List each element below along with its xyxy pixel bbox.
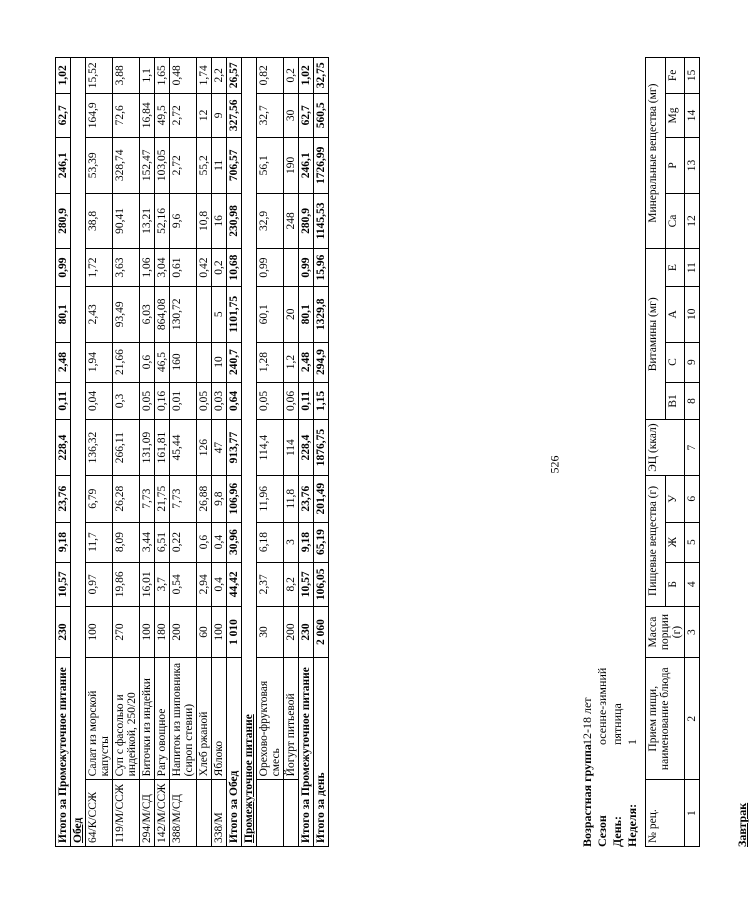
value-cell: 60,1 bbox=[257, 286, 284, 342]
value-cell: 161,81 bbox=[155, 420, 170, 476]
value-cell: 100 bbox=[140, 606, 155, 657]
value-cell: 32,75 bbox=[314, 58, 329, 94]
column-number: 14 bbox=[685, 93, 700, 137]
recipe-code: 119/М/ССЖ bbox=[113, 780, 140, 847]
value-cell: 30 bbox=[284, 93, 299, 137]
dish-name: Орехово-фруктовая смесь bbox=[257, 658, 284, 780]
table-row bbox=[212, 58, 227, 847]
total-row bbox=[314, 58, 329, 847]
value-cell: 131,09 bbox=[140, 420, 155, 476]
value-cell: 26,88 bbox=[197, 475, 212, 522]
section-prom bbox=[242, 58, 257, 847]
column-number: 1 bbox=[685, 780, 700, 847]
value-cell: 0,11 bbox=[56, 382, 71, 420]
value-cell: 0,22 bbox=[170, 522, 197, 562]
hdr-e: Е bbox=[665, 249, 685, 287]
table-row bbox=[155, 58, 170, 847]
value-cell: 327,56 bbox=[227, 93, 242, 137]
hdr-meal: Прием пищи, наименование блюда bbox=[646, 658, 685, 780]
value-cell: 864,08 bbox=[155, 286, 170, 342]
value-cell: 21,75 bbox=[155, 475, 170, 522]
value-cell: 3,63 bbox=[113, 249, 140, 287]
value-cell: 0,05 bbox=[257, 382, 284, 420]
value-cell: 1876,75 bbox=[314, 420, 329, 476]
column-number: 13 bbox=[685, 138, 700, 194]
value-cell: 136,32 bbox=[86, 420, 113, 476]
value-cell: 152,47 bbox=[140, 138, 155, 194]
value-cell: 10,57 bbox=[56, 562, 71, 606]
value-cell: 65,19 bbox=[314, 522, 329, 562]
value-cell: 80,1 bbox=[56, 286, 71, 342]
hdr-p: Р bbox=[665, 138, 685, 194]
value-cell: 2,43 bbox=[86, 286, 113, 342]
value-cell: 53,39 bbox=[86, 138, 113, 194]
column-number: 7 bbox=[685, 420, 700, 476]
value-cell: 15,96 bbox=[314, 249, 329, 287]
nutrition-table bbox=[55, 57, 329, 847]
recipe-code bbox=[284, 780, 299, 847]
value-cell: 6,79 bbox=[86, 475, 113, 522]
hdr-nutrients: Пищевые вещества (г) bbox=[646, 475, 666, 606]
value-cell: 3,7 bbox=[155, 562, 170, 606]
value-cell: 0,99 bbox=[299, 249, 314, 287]
value-cell: 52,16 bbox=[155, 193, 170, 249]
value-cell: 0,64 bbox=[227, 382, 242, 420]
column-number: 12 bbox=[685, 193, 700, 249]
column-number: 15 bbox=[685, 58, 700, 94]
recipe-code bbox=[257, 780, 284, 847]
value-cell: 100 bbox=[212, 606, 227, 657]
column-number: 6 bbox=[685, 475, 700, 522]
value-cell: 0,2 bbox=[212, 249, 227, 287]
dish-name: Салат из морской капусты bbox=[86, 658, 113, 780]
recipe-code: 142/М/ССЖ bbox=[155, 780, 170, 847]
value-cell: 13,21 bbox=[140, 193, 155, 249]
hdr-ec: ЭЦ (ккал) bbox=[646, 420, 685, 476]
age-group-line: Возрастная группа12-18 лет bbox=[580, 697, 594, 847]
value-cell: 1101,75 bbox=[227, 286, 242, 342]
value-cell: 21,66 bbox=[113, 342, 140, 382]
value-cell: 38,8 bbox=[86, 193, 113, 249]
value-cell: 19,86 bbox=[113, 562, 140, 606]
section-title: Обед bbox=[71, 58, 86, 847]
value-cell: 2,72 bbox=[170, 93, 197, 137]
value-cell: 3,88 bbox=[113, 58, 140, 94]
value-cell: 126 bbox=[197, 420, 212, 476]
value-cell: 0,97 bbox=[86, 562, 113, 606]
value-cell: 16 bbox=[212, 193, 227, 249]
value-cell: 0,01 bbox=[170, 382, 197, 420]
value-cell: 8,2 bbox=[284, 562, 299, 606]
value-cell: 230 bbox=[56, 606, 71, 657]
value-cell: 7,73 bbox=[140, 475, 155, 522]
hdr-b: Б bbox=[665, 562, 685, 606]
value-cell: 913,77 bbox=[227, 420, 242, 476]
value-cell: 1145,53 bbox=[314, 193, 329, 249]
value-cell: 7,73 bbox=[170, 475, 197, 522]
value-cell: 0,3 bbox=[113, 382, 140, 420]
meta-block bbox=[580, 527, 640, 847]
page-number: 526 bbox=[547, 455, 562, 474]
value-cell bbox=[197, 342, 212, 382]
value-cell: 270 bbox=[113, 606, 140, 657]
value-cell: 0,04 bbox=[86, 382, 113, 420]
value-cell: 1,72 bbox=[86, 249, 113, 287]
value-cell: 0,82 bbox=[257, 58, 284, 94]
table-row bbox=[140, 58, 155, 847]
value-cell: 3 bbox=[284, 522, 299, 562]
value-cell: 1,94 bbox=[86, 342, 113, 382]
value-cell: 10,57 bbox=[299, 562, 314, 606]
value-cell: 11,8 bbox=[284, 475, 299, 522]
value-cell: 12 bbox=[197, 93, 212, 137]
value-cell: 15,52 bbox=[86, 58, 113, 94]
value-cell: 1,65 bbox=[155, 58, 170, 94]
value-cell: 0,06 bbox=[284, 382, 299, 420]
value-cell: 2,2 bbox=[212, 58, 227, 94]
value-cell: 200 bbox=[170, 606, 197, 657]
value-cell bbox=[284, 249, 299, 287]
value-cell: 228,4 bbox=[56, 420, 71, 476]
week-line: Неделя:1 bbox=[625, 739, 639, 847]
total-row bbox=[299, 58, 314, 847]
value-cell: 228,4 bbox=[299, 420, 314, 476]
total-row bbox=[56, 58, 71, 847]
table-row bbox=[113, 58, 140, 847]
value-cell: 103,05 bbox=[155, 138, 170, 194]
value-cell: 0,05 bbox=[140, 382, 155, 420]
hdr-a: А bbox=[665, 287, 685, 343]
value-cell: 23,76 bbox=[56, 475, 71, 522]
value-cell bbox=[197, 286, 212, 342]
value-cell: 294,9 bbox=[314, 342, 329, 382]
day-line: День:пятница bbox=[610, 703, 624, 847]
value-cell: 3,44 bbox=[140, 522, 155, 562]
recipe-code: 338/М bbox=[212, 780, 227, 847]
value-cell: 0,11 bbox=[299, 382, 314, 420]
value-cell: 0,4 bbox=[212, 522, 227, 562]
value-cell: 0,05 bbox=[197, 382, 212, 420]
value-cell: 0,16 bbox=[155, 382, 170, 420]
hdr-u: У bbox=[665, 475, 685, 522]
value-cell: 1,02 bbox=[299, 58, 314, 94]
value-cell: 0,2 bbox=[284, 58, 299, 94]
hdr-zh: Ж bbox=[665, 522, 685, 562]
value-cell: 30,96 bbox=[227, 522, 242, 562]
value-cell: 0,61 bbox=[170, 249, 197, 287]
value-cell: 45,44 bbox=[170, 420, 197, 476]
value-cell: 0,99 bbox=[257, 249, 284, 287]
value-cell: 60 bbox=[197, 606, 212, 657]
value-cell: 164,9 bbox=[86, 93, 113, 137]
value-cell: 47 bbox=[212, 420, 227, 476]
value-cell: 0,6 bbox=[197, 522, 212, 562]
value-cell: 0,48 bbox=[170, 58, 197, 94]
value-cell: 62,7 bbox=[56, 93, 71, 137]
value-cell: 240,7 bbox=[227, 342, 242, 382]
column-number: 5 bbox=[685, 522, 700, 562]
hdr-num: № рец. bbox=[646, 780, 685, 847]
value-cell: 32,9 bbox=[257, 193, 284, 249]
value-cell: 160 bbox=[170, 342, 197, 382]
value-cell: 114,4 bbox=[257, 420, 284, 476]
hdr-c: С bbox=[665, 342, 685, 382]
hdr-fe: Fe bbox=[665, 58, 685, 94]
value-cell: 44,42 bbox=[227, 562, 242, 606]
value-cell: 2,48 bbox=[299, 342, 314, 382]
column-number: 11 bbox=[685, 249, 700, 287]
value-cell: 230,98 bbox=[227, 193, 242, 249]
column-number: 2 bbox=[685, 658, 700, 780]
value-cell: 16,01 bbox=[140, 562, 155, 606]
value-cell: 10,68 bbox=[227, 249, 242, 287]
section-zavtrak: Завтрак bbox=[735, 802, 749, 847]
value-cell: 280,9 bbox=[56, 193, 71, 249]
value-cell: 9,6 bbox=[170, 193, 197, 249]
value-cell: 130,72 bbox=[170, 286, 197, 342]
value-cell: 246,1 bbox=[56, 138, 71, 194]
column-number-row bbox=[685, 58, 700, 847]
season-line: Сезоносенне-зимний bbox=[595, 667, 609, 847]
row-label: Итого за Промежуточное питание bbox=[56, 658, 71, 847]
value-cell: 706,57 bbox=[227, 138, 242, 194]
value-cell: 8,09 bbox=[113, 522, 140, 562]
value-cell: 328,74 bbox=[113, 138, 140, 194]
value-cell: 0,4 bbox=[212, 562, 227, 606]
hdr-vitamins: Витамины (мг) bbox=[646, 249, 666, 420]
value-cell: 2,72 bbox=[170, 138, 197, 194]
value-cell: 1 010 bbox=[227, 606, 242, 657]
value-cell: 114 bbox=[284, 420, 299, 476]
value-cell: 62,7 bbox=[299, 93, 314, 137]
table-row bbox=[257, 58, 284, 847]
value-cell: 6,18 bbox=[257, 522, 284, 562]
value-cell: 100 bbox=[86, 606, 113, 657]
value-cell: 0,42 bbox=[197, 249, 212, 287]
value-cell: 2,37 bbox=[257, 562, 284, 606]
dish-name: Йогурт питьевой bbox=[284, 658, 299, 780]
value-cell: 23,76 bbox=[299, 475, 314, 522]
value-cell: 201,49 bbox=[314, 475, 329, 522]
value-cell: 9,18 bbox=[56, 522, 71, 562]
value-cell: 9 bbox=[212, 93, 227, 137]
value-cell: 0,6 bbox=[140, 342, 155, 382]
value-cell: 11 bbox=[212, 138, 227, 194]
total-row bbox=[227, 58, 242, 847]
value-cell: 1329,8 bbox=[314, 286, 329, 342]
column-number: 10 bbox=[685, 287, 700, 343]
value-cell: 11,96 bbox=[257, 475, 284, 522]
value-cell: 16,84 bbox=[140, 93, 155, 137]
value-cell: 1,2 bbox=[284, 342, 299, 382]
value-cell: 230 bbox=[299, 606, 314, 657]
value-cell: 26,57 bbox=[227, 58, 242, 94]
value-cell: 72,6 bbox=[113, 93, 140, 137]
value-cell: 190 bbox=[284, 138, 299, 194]
value-cell: 56,1 bbox=[257, 138, 284, 194]
dish-name: Напиток из шиповника (сироп стевии) bbox=[170, 658, 197, 780]
value-cell: 3,04 bbox=[155, 249, 170, 287]
value-cell: 1,28 bbox=[257, 342, 284, 382]
value-cell: 560,5 bbox=[314, 93, 329, 137]
value-cell: 180 bbox=[155, 606, 170, 657]
value-cell: 0,54 bbox=[170, 562, 197, 606]
value-cell: 30 bbox=[257, 606, 284, 657]
value-cell: 0,03 bbox=[212, 382, 227, 420]
value-cell: 49,5 bbox=[155, 93, 170, 137]
row-label: Итого за день bbox=[314, 658, 329, 847]
column-number: 4 bbox=[685, 562, 700, 606]
rotated-content bbox=[55, 57, 749, 847]
section-obed bbox=[71, 58, 86, 847]
column-number: 8 bbox=[685, 382, 700, 420]
value-cell: 1726,99 bbox=[314, 138, 329, 194]
dish-name: Рагу овощное bbox=[155, 658, 170, 780]
value-cell: 280,9 bbox=[299, 193, 314, 249]
hdr-mg: Mg bbox=[665, 93, 685, 137]
value-cell: 6,03 bbox=[140, 286, 155, 342]
recipe-code: 294/М/СД bbox=[140, 780, 155, 847]
recipe-code: 388/М/СД bbox=[170, 780, 197, 847]
table-row bbox=[86, 58, 113, 847]
dish-name: Биточки из индейки bbox=[140, 658, 155, 780]
value-cell: 9,8 bbox=[212, 475, 227, 522]
value-cell: 9,18 bbox=[299, 522, 314, 562]
hdr-b1: В1 bbox=[665, 382, 685, 420]
value-cell: 5 bbox=[212, 286, 227, 342]
row-label: Итого за Промежуточное питание bbox=[299, 658, 314, 847]
value-cell: 55,2 bbox=[197, 138, 212, 194]
value-cell: 1,02 bbox=[56, 58, 71, 94]
value-cell: 1,74 bbox=[197, 58, 212, 94]
value-cell: 2,48 bbox=[56, 342, 71, 382]
value-cell: 32,7 bbox=[257, 93, 284, 137]
value-cell: 0,99 bbox=[56, 249, 71, 287]
value-cell: 106,96 bbox=[227, 475, 242, 522]
value-cell: 46,5 bbox=[155, 342, 170, 382]
dish-name: Яблоко bbox=[212, 658, 227, 780]
value-cell: 26,28 bbox=[113, 475, 140, 522]
column-number: 9 bbox=[685, 342, 700, 382]
value-cell: 2 060 bbox=[314, 606, 329, 657]
table-row bbox=[284, 58, 299, 847]
value-cell: 6,51 bbox=[155, 522, 170, 562]
value-cell: 200 bbox=[284, 606, 299, 657]
value-cell: 20 bbox=[284, 286, 299, 342]
hdr-ca: Са bbox=[665, 193, 685, 249]
value-cell: 1,06 bbox=[140, 249, 155, 287]
value-cell: 2,94 bbox=[197, 562, 212, 606]
section-title: Промежуточное питание bbox=[242, 58, 257, 847]
column-number: 3 bbox=[685, 607, 700, 658]
value-cell: 10,8 bbox=[197, 193, 212, 249]
value-cell: 93,49 bbox=[113, 286, 140, 342]
value-cell: 106,05 bbox=[314, 562, 329, 606]
row-label: Итого за Обед bbox=[227, 658, 242, 847]
header-table bbox=[645, 57, 700, 847]
value-cell: 248 bbox=[284, 193, 299, 249]
value-cell: 90,41 bbox=[113, 193, 140, 249]
value-cell: 1,1 bbox=[140, 58, 155, 94]
dish-name: Суп с фасолью и индейкой, 250/20 bbox=[113, 658, 140, 780]
value-cell: 11,7 bbox=[86, 522, 113, 562]
value-cell: 80,1 bbox=[299, 286, 314, 342]
table-row bbox=[197, 58, 212, 847]
dish-name: Хлеб ржаной bbox=[197, 658, 212, 780]
recipe-code bbox=[197, 780, 212, 847]
table-row bbox=[170, 58, 197, 847]
value-cell: 266,11 bbox=[113, 420, 140, 476]
value-cell: 246,1 bbox=[299, 138, 314, 194]
hdr-minerals: Минеральные вещества (мг) bbox=[646, 58, 666, 249]
value-cell: 10 bbox=[212, 342, 227, 382]
value-cell: 1,15 bbox=[314, 382, 329, 420]
recipe-code: 64/К/ССЖ bbox=[86, 780, 113, 847]
hdr-mass: Масса порции (г) bbox=[646, 607, 685, 658]
